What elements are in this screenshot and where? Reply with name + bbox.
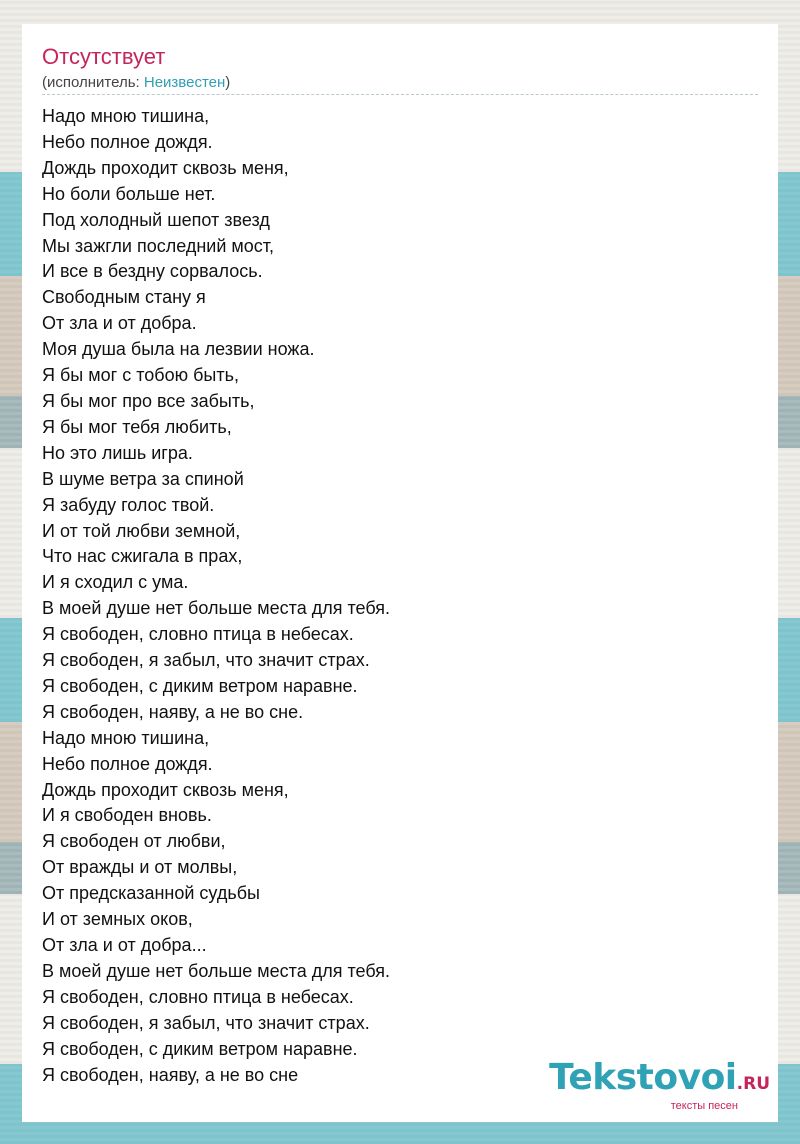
lyrics-card: [22, 24, 778, 1122]
lyric-line: Надо мною тишина,: [42, 727, 210, 748]
lyric-line: Под холодный шепот звезд: [42, 209, 270, 230]
performer-link[interactable]: Неизвестен: [143, 74, 226, 91]
lyric-line: Небо полное дождя.: [42, 131, 213, 152]
lyric-line: Я бы мог с тобою быть,: [42, 365, 239, 386]
lyric-line: И я сходил с ума.: [42, 572, 189, 593]
lyric-line: Надо мною тишина,: [42, 106, 210, 126]
logo-wordmark: [549, 1057, 770, 1102]
song-title: Отсутствует: [42, 44, 166, 69]
logo-tld: .RU: [736, 1074, 770, 1094]
lyric-line: И от той любви земной,: [42, 520, 241, 541]
lyric-line: Я свободен, с диким ветром наравне.: [42, 675, 358, 696]
performer-line: [42, 74, 230, 92]
lyric-line: И я свободен вновь.: [42, 805, 212, 826]
lyric-line: В шуме ветра за спиной: [42, 468, 244, 489]
lyric-line: И все в бездну сорвалось.: [42, 261, 263, 282]
lyric-line: Дождь проходит сквозь меня,: [42, 779, 289, 800]
lyric-line: Небо полное дождя.: [42, 753, 213, 774]
lyrics-text: [42, 104, 390, 1088]
lyric-line: Но это лишь игра.: [42, 442, 193, 463]
logo-tagline: тексты песен: [670, 1100, 738, 1112]
performer-prefix: (исполнитель:: [42, 74, 144, 91]
lyric-line: Я свободен, я забыл, что значит страх.: [42, 650, 370, 671]
lyric-line: Я забуду голос твой.: [42, 494, 215, 515]
lyric-line: От зла и от добра...: [42, 935, 207, 955]
performer-suffix: ): [225, 74, 231, 91]
lyric-line: Мы зажгли последний мост,: [42, 235, 275, 256]
lyric-line: От предсказанной судьбы: [42, 883, 260, 904]
lyric-line: И от земных оков,: [42, 909, 193, 930]
lyric-line: Я бы мог про все забыть,: [42, 390, 255, 411]
lyric-line: Я свободен, словно птица в небесах.: [42, 986, 354, 1007]
lyric-line: Моя душа была на лезвии ножа.: [42, 339, 315, 360]
lyric-line: Что нас сжигала в прах,: [42, 546, 243, 567]
lyric-line: В моей душе нет больше места для тебя.: [42, 960, 390, 981]
lyric-line: Я свободен, наяву, а не во сне: [42, 1064, 299, 1085]
lyric-line: В моей душе нет больше места для тебя.: [42, 598, 390, 619]
lyric-line: Но боли больше нет.: [42, 183, 216, 204]
lyric-line: От зла и от добра.: [42, 313, 197, 334]
lyric-line: Я свободен от любви,: [42, 831, 226, 852]
lyric-line: Я свободен, я забыл, что значит страх.: [42, 1012, 370, 1033]
site-logo[interactable]: [549, 1057, 770, 1112]
lyric-line: Свободным стану я: [42, 287, 206, 308]
dashed-divider: [42, 94, 758, 95]
lyric-line: Я бы мог тебя любить,: [42, 416, 232, 437]
lyric-line: Я свободен, словно птица в небесах.: [42, 624, 354, 645]
lyric-line: Я свободен, наяву, а не во сне.: [42, 701, 304, 722]
lyric-line: Я свободен, с диким ветром наравне.: [42, 1038, 358, 1059]
logo-name: Tekstovoi: [549, 1057, 737, 1098]
lyric-line: От вражды и от молвы,: [42, 857, 238, 878]
lyric-line: Дождь проходит сквозь меня,: [42, 157, 289, 178]
